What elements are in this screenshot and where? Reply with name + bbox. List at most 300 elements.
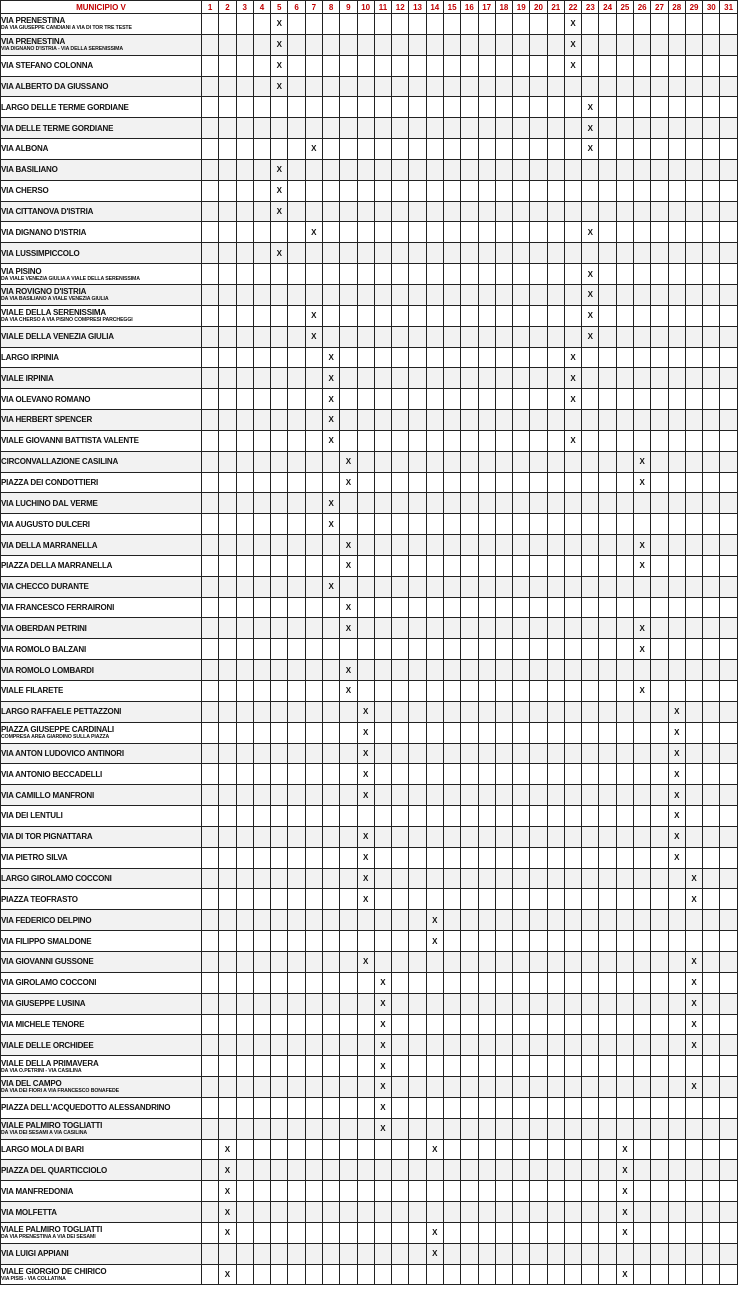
day-cell xyxy=(409,1139,426,1160)
scheduled-day-mark: X xyxy=(668,743,685,764)
day-cell xyxy=(202,972,219,993)
day-cell xyxy=(443,701,460,722)
scheduled-day-mark: X xyxy=(668,826,685,847)
day-cell xyxy=(219,1077,236,1098)
day-cell xyxy=(703,1118,720,1139)
street-cell xyxy=(1,535,202,556)
day-cell xyxy=(219,326,236,347)
street-cell xyxy=(1,222,202,243)
day-cell xyxy=(253,284,270,305)
day-cell xyxy=(202,472,219,493)
day-cell xyxy=(599,701,616,722)
day-cell xyxy=(461,472,478,493)
day-cell xyxy=(202,305,219,326)
day-cell xyxy=(236,764,253,785)
day-cell xyxy=(599,55,616,76)
day-cell xyxy=(426,972,443,993)
day-cell xyxy=(720,868,737,889)
day-cell xyxy=(443,1056,460,1077)
scheduled-day-mark: X xyxy=(582,326,599,347)
table-row xyxy=(1,472,738,493)
day-cell xyxy=(530,14,547,35)
day-cell xyxy=(392,243,409,264)
day-cell xyxy=(202,660,219,681)
table-row xyxy=(1,972,738,993)
day-cell xyxy=(202,1118,219,1139)
day-cell xyxy=(703,826,720,847)
day-cell xyxy=(703,555,720,576)
day-cell xyxy=(513,243,530,264)
day-cell xyxy=(236,1160,253,1181)
table-row xyxy=(1,159,738,180)
day-cell xyxy=(478,1097,495,1118)
day-cell xyxy=(599,201,616,222)
street-name: VIALE IRPINIA xyxy=(1,373,54,383)
day-cell xyxy=(426,555,443,576)
day-cell xyxy=(703,743,720,764)
day-cell xyxy=(305,1160,322,1181)
day-cell xyxy=(426,660,443,681)
day-cell xyxy=(616,76,633,97)
day-cell xyxy=(685,722,702,743)
street-name: VIA DELLE TERME GORDIANE xyxy=(1,123,114,133)
day-cell xyxy=(495,1264,512,1285)
day-cell xyxy=(616,1035,633,1056)
day-cell xyxy=(322,639,339,660)
day-cell xyxy=(616,931,633,952)
day-cell xyxy=(513,1139,530,1160)
street-cell xyxy=(1,264,202,285)
day-cell xyxy=(720,660,737,681)
day-cell xyxy=(288,764,305,785)
street-cell xyxy=(1,847,202,868)
street-section: DA VIA BASILIANO A VIALE VENEZIA GIULIA xyxy=(1,296,109,303)
day-header: 2 xyxy=(219,1,236,14)
scheduled-day-mark: X xyxy=(219,1181,236,1202)
day-cell xyxy=(271,972,288,993)
day-cell xyxy=(685,284,702,305)
day-cell xyxy=(547,1222,564,1243)
day-cell xyxy=(495,1139,512,1160)
day-cell xyxy=(288,847,305,868)
day-cell xyxy=(305,639,322,660)
street-name: VIA DIGNANO D'ISTRIA xyxy=(1,227,87,237)
day-cell xyxy=(582,1097,599,1118)
day-cell xyxy=(374,681,391,702)
day-cell xyxy=(461,493,478,514)
day-cell xyxy=(461,993,478,1014)
day-cell xyxy=(426,472,443,493)
day-cell xyxy=(530,326,547,347)
street-cell xyxy=(1,681,202,702)
day-cell xyxy=(634,1077,651,1098)
day-cell xyxy=(392,326,409,347)
day-cell xyxy=(340,34,357,55)
day-cell xyxy=(357,451,374,472)
day-cell xyxy=(616,472,633,493)
day-cell xyxy=(305,472,322,493)
day-cell xyxy=(685,597,702,618)
day-cell xyxy=(374,868,391,889)
day-cell xyxy=(305,764,322,785)
day-cell xyxy=(443,618,460,639)
scheduled-day-mark: X xyxy=(668,785,685,806)
day-cell xyxy=(236,368,253,389)
day-cell xyxy=(513,1160,530,1181)
day-cell xyxy=(703,785,720,806)
day-cell xyxy=(651,1264,668,1285)
day-cell xyxy=(599,722,616,743)
day-cell xyxy=(634,1056,651,1077)
day-cell xyxy=(513,451,530,472)
day-cell xyxy=(392,34,409,55)
day-cell xyxy=(461,264,478,285)
day-cell xyxy=(288,931,305,952)
day-cell xyxy=(340,847,357,868)
day-cell xyxy=(271,576,288,597)
day-cell xyxy=(409,931,426,952)
day-cell xyxy=(426,1181,443,1202)
day-cell xyxy=(202,389,219,410)
day-cell xyxy=(219,1014,236,1035)
day-cell xyxy=(461,1202,478,1223)
scheduled-day-mark: X xyxy=(582,97,599,118)
day-cell xyxy=(720,1139,737,1160)
day-cell xyxy=(409,34,426,55)
day-cell xyxy=(288,618,305,639)
day-cell xyxy=(703,118,720,139)
day-cell xyxy=(530,76,547,97)
day-cell xyxy=(202,847,219,868)
day-cell xyxy=(426,284,443,305)
day-cell xyxy=(392,264,409,285)
street-section: DA VIA DEI SESAMI A VIA CASILINA xyxy=(1,1130,88,1137)
day-cell xyxy=(685,201,702,222)
day-cell xyxy=(513,1097,530,1118)
day-cell xyxy=(461,55,478,76)
day-cell xyxy=(443,993,460,1014)
day-cell xyxy=(564,972,581,993)
day-cell xyxy=(288,139,305,160)
day-cell xyxy=(599,451,616,472)
day-cell xyxy=(392,535,409,556)
day-cell xyxy=(668,326,685,347)
table-row xyxy=(1,597,738,618)
day-cell xyxy=(357,55,374,76)
street-cell xyxy=(1,743,202,764)
scheduled-day-mark: X xyxy=(634,618,651,639)
day-cell xyxy=(616,243,633,264)
day-cell xyxy=(720,514,737,535)
day-cell xyxy=(426,1202,443,1223)
day-cell xyxy=(668,1181,685,1202)
day-cell xyxy=(720,1222,737,1243)
day-cell xyxy=(253,201,270,222)
day-cell xyxy=(478,764,495,785)
day-cell xyxy=(288,368,305,389)
day-cell xyxy=(253,368,270,389)
day-cell xyxy=(530,305,547,326)
day-cell xyxy=(478,597,495,618)
day-cell xyxy=(202,701,219,722)
day-cell xyxy=(443,201,460,222)
day-cell xyxy=(599,826,616,847)
day-cell xyxy=(322,618,339,639)
day-cell xyxy=(392,55,409,76)
day-cell xyxy=(530,284,547,305)
day-cell xyxy=(461,868,478,889)
day-cell xyxy=(426,55,443,76)
day-cell xyxy=(426,514,443,535)
day-cell xyxy=(651,347,668,368)
day-cell xyxy=(668,410,685,431)
street-cell xyxy=(1,826,202,847)
day-cell xyxy=(495,535,512,556)
day-cell xyxy=(478,972,495,993)
day-cell xyxy=(340,118,357,139)
day-cell xyxy=(236,1202,253,1223)
day-cell xyxy=(564,97,581,118)
day-cell xyxy=(513,993,530,1014)
day-cell xyxy=(495,722,512,743)
day-cell xyxy=(305,180,322,201)
day-cell xyxy=(599,326,616,347)
day-cell xyxy=(668,972,685,993)
day-cell xyxy=(564,576,581,597)
day-cell xyxy=(495,451,512,472)
day-cell xyxy=(443,34,460,55)
day-cell xyxy=(616,410,633,431)
day-cell xyxy=(616,555,633,576)
day-cell xyxy=(720,1264,737,1285)
day-cell xyxy=(202,951,219,972)
day-cell xyxy=(703,1077,720,1098)
day-cell xyxy=(374,347,391,368)
day-cell xyxy=(219,472,236,493)
table-row xyxy=(1,451,738,472)
day-cell xyxy=(651,1243,668,1264)
day-cell xyxy=(219,201,236,222)
day-cell xyxy=(236,993,253,1014)
day-cell xyxy=(668,514,685,535)
day-cell xyxy=(547,159,564,180)
day-cell xyxy=(685,660,702,681)
day-cell xyxy=(253,806,270,827)
day-header: 17 xyxy=(478,1,495,14)
day-cell xyxy=(236,180,253,201)
day-cell xyxy=(703,1056,720,1077)
table-row xyxy=(1,514,738,535)
day-cell xyxy=(564,764,581,785)
day-cell xyxy=(685,1222,702,1243)
day-cell xyxy=(409,618,426,639)
day-cell xyxy=(651,1056,668,1077)
day-cell xyxy=(236,910,253,931)
day-cell xyxy=(236,597,253,618)
day-cell xyxy=(530,472,547,493)
street-name: VIA DEL CAMPO xyxy=(1,1079,62,1089)
day-cell xyxy=(530,347,547,368)
day-cell xyxy=(374,368,391,389)
day-cell xyxy=(564,180,581,201)
day-cell xyxy=(616,826,633,847)
day-cell xyxy=(582,1139,599,1160)
table-row xyxy=(1,889,738,910)
day-cell xyxy=(219,535,236,556)
day-cell xyxy=(253,1160,270,1181)
day-cell xyxy=(253,639,270,660)
day-cell xyxy=(357,639,374,660)
day-cell xyxy=(374,1243,391,1264)
day-cell xyxy=(288,1097,305,1118)
day-cell xyxy=(703,868,720,889)
day-cell xyxy=(305,1243,322,1264)
day-cell xyxy=(374,951,391,972)
day-cell xyxy=(547,972,564,993)
day-cell xyxy=(599,806,616,827)
day-cell xyxy=(651,743,668,764)
day-cell xyxy=(409,326,426,347)
day-cell xyxy=(288,1056,305,1077)
day-cell xyxy=(634,493,651,514)
day-cell xyxy=(478,472,495,493)
day-cell xyxy=(478,1118,495,1139)
day-cell xyxy=(513,139,530,160)
day-cell xyxy=(426,493,443,514)
day-cell xyxy=(392,139,409,160)
day-cell xyxy=(495,1014,512,1035)
day-cell xyxy=(582,1035,599,1056)
scheduled-day-mark: X xyxy=(426,931,443,952)
table-row xyxy=(1,701,738,722)
day-cell xyxy=(599,1118,616,1139)
day-cell xyxy=(478,681,495,702)
day-cell xyxy=(271,305,288,326)
day-cell xyxy=(651,618,668,639)
day-cell xyxy=(236,1077,253,1098)
day-cell xyxy=(288,722,305,743)
day-cell xyxy=(582,785,599,806)
day-cell xyxy=(202,785,219,806)
day-cell xyxy=(322,910,339,931)
day-cell xyxy=(340,284,357,305)
day-cell xyxy=(305,284,322,305)
day-cell xyxy=(426,14,443,35)
day-cell xyxy=(322,139,339,160)
day-header: 11 xyxy=(374,1,391,14)
day-cell xyxy=(202,118,219,139)
day-cell xyxy=(202,284,219,305)
day-cell xyxy=(461,951,478,972)
day-cell xyxy=(478,555,495,576)
day-cell xyxy=(495,347,512,368)
day-cell xyxy=(288,243,305,264)
day-cell xyxy=(322,931,339,952)
day-cell xyxy=(392,618,409,639)
day-cell xyxy=(461,535,478,556)
day-cell xyxy=(288,34,305,55)
day-cell xyxy=(392,889,409,910)
day-cell xyxy=(478,451,495,472)
day-cell xyxy=(219,284,236,305)
day-cell xyxy=(478,243,495,264)
day-cell xyxy=(616,493,633,514)
day-cell xyxy=(202,618,219,639)
day-cell xyxy=(409,305,426,326)
day-header: 6 xyxy=(288,1,305,14)
day-cell xyxy=(703,410,720,431)
day-cell xyxy=(564,639,581,660)
scheduled-day-mark: X xyxy=(634,535,651,556)
day-cell xyxy=(322,1222,339,1243)
day-cell xyxy=(392,201,409,222)
day-cell xyxy=(616,34,633,55)
table-row xyxy=(1,14,738,35)
day-header: 16 xyxy=(461,1,478,14)
day-cell xyxy=(236,493,253,514)
day-cell xyxy=(357,597,374,618)
scheduled-day-mark: X xyxy=(305,326,322,347)
day-cell xyxy=(703,284,720,305)
day-cell xyxy=(409,430,426,451)
scheduled-day-mark: X xyxy=(357,868,374,889)
day-cell xyxy=(685,76,702,97)
day-cell xyxy=(634,701,651,722)
day-cell xyxy=(357,1139,374,1160)
day-cell xyxy=(202,535,219,556)
scheduled-day-mark: X xyxy=(685,1035,702,1056)
day-cell xyxy=(651,1118,668,1139)
day-cell xyxy=(564,806,581,827)
day-cell xyxy=(305,1097,322,1118)
day-cell xyxy=(461,889,478,910)
day-cell xyxy=(703,347,720,368)
day-cell xyxy=(599,222,616,243)
day-cell xyxy=(495,118,512,139)
day-cell xyxy=(443,743,460,764)
day-cell xyxy=(703,1139,720,1160)
day-cell xyxy=(340,514,357,535)
day-cell xyxy=(253,472,270,493)
street-cell xyxy=(1,806,202,827)
day-cell xyxy=(668,389,685,410)
day-cell xyxy=(322,785,339,806)
day-cell xyxy=(651,910,668,931)
day-cell xyxy=(236,201,253,222)
day-cell xyxy=(478,222,495,243)
day-cell xyxy=(547,639,564,660)
day-cell xyxy=(271,806,288,827)
street-name: LARGO MOLA DI BARI xyxy=(1,1144,84,1154)
day-cell xyxy=(374,389,391,410)
day-cell xyxy=(530,1264,547,1285)
day-cell xyxy=(426,889,443,910)
day-cell xyxy=(322,1264,339,1285)
day-cell xyxy=(409,347,426,368)
day-cell xyxy=(253,1014,270,1035)
day-cell xyxy=(253,493,270,514)
table-row xyxy=(1,576,738,597)
day-cell xyxy=(495,951,512,972)
day-cell xyxy=(340,14,357,35)
day-cell xyxy=(443,722,460,743)
day-cell xyxy=(322,951,339,972)
day-cell xyxy=(720,826,737,847)
day-cell xyxy=(703,618,720,639)
day-cell xyxy=(530,1243,547,1264)
day-cell xyxy=(409,597,426,618)
day-cell xyxy=(599,1243,616,1264)
